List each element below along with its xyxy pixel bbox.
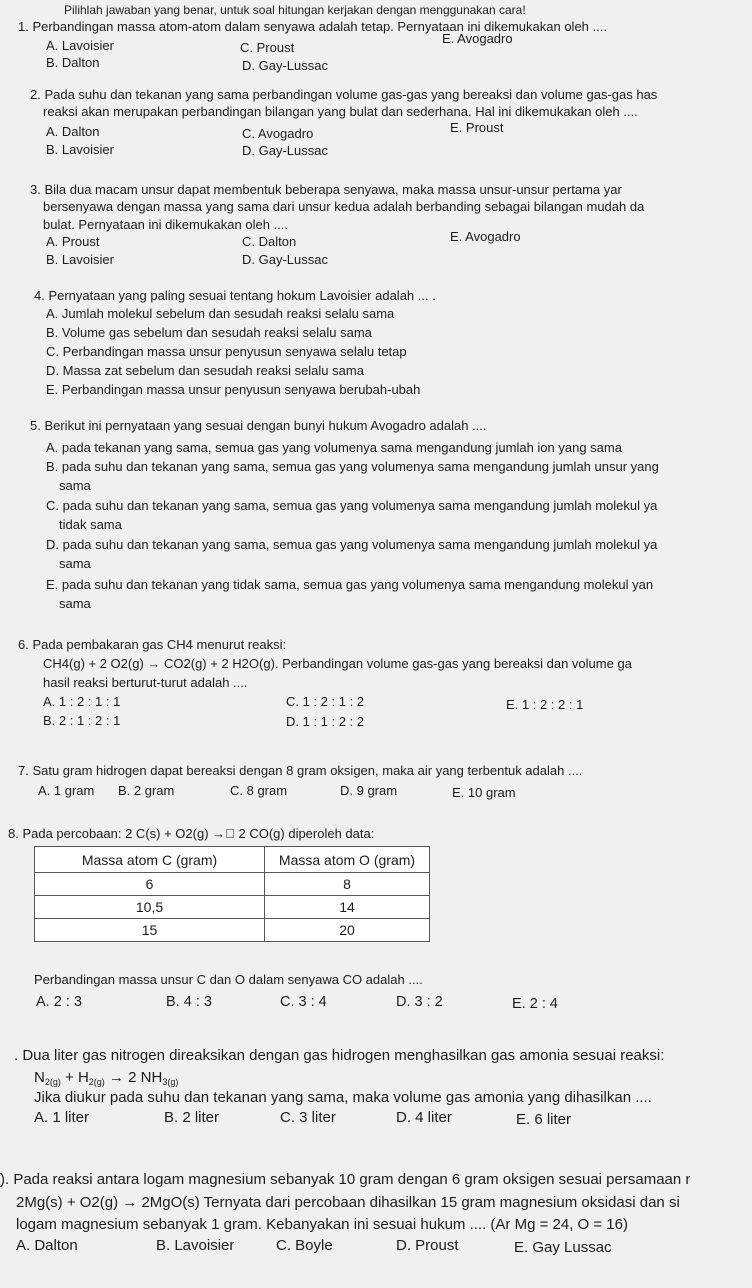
question-2-line1: 2. Pada suhu dan tekanan yang sama perbandingan volume gas-gas yang bereaksi dan volume gas-gas has [30, 87, 658, 102]
option-3c: C. Dalton [242, 234, 297, 249]
option-3d: D. Gay-Lussac [242, 252, 328, 267]
option-8b: B. 4 : 3 [166, 994, 212, 1010]
option-6a: A. 1 : 2 : 1 : 1 [43, 694, 121, 709]
table-cell: 10,5 [35, 896, 265, 919]
option-7d: D. 9 gram [340, 783, 398, 798]
table-row [35, 919, 430, 942]
option-3e: E. Avogadro [450, 229, 521, 244]
data-table [34, 846, 430, 942]
option-7a: A. 1 gram [38, 783, 95, 798]
question-10-line2: 2Mg(s) + O2(g) → 2MgO(s) Ternyata dari percobaan dihasilkan 15 gram magnesium oksidasi dan si [16, 1194, 680, 1211]
option-5a: A. pada tekanan yang sama, semua gas yang volumenya sama mengandung jumlah ion yang sama [46, 440, 622, 455]
option-10a: A. Dalton [16, 1237, 78, 1254]
option-7c: C. 8 gram [230, 783, 288, 798]
option-8e: E. 2 : 4 [512, 996, 558, 1012]
option-4d: D. Massa zat sebelum dan sesudah reaksi selalu sama [46, 363, 364, 378]
option-10b: B. Lavoisier [156, 1237, 235, 1254]
table-row [35, 896, 430, 919]
question-2-line2: reaksi akan merupakan perbandingan bilangan yang bulat dan sederhana. Hal ini dikemukakan oleh .... [43, 104, 638, 119]
option-2d: D. Gay-Lussac [242, 143, 328, 158]
table-header-c: Massa atom C (gram) [35, 847, 265, 873]
option-1c: C. Proust [240, 40, 295, 55]
option-5d-line2: sama [59, 556, 91, 571]
option-9c: C. 3 liter [280, 1109, 336, 1126]
option-2b: B. Lavoisier [46, 142, 114, 157]
option-6b: B. 2 : 1 : 2 : 1 [43, 713, 121, 728]
option-9b: B. 2 liter [164, 1109, 220, 1126]
option-4c: C. Perbandingan massa unsur penyusun senyawa selalu tetap [46, 344, 407, 359]
table-header-row [35, 847, 430, 873]
question-3-line3: bulat. Pernyataan ini dikemukakan oleh .... [43, 217, 288, 232]
option-1b: B. Dalton [46, 55, 100, 70]
option-1d: D. Gay-Lussac [242, 58, 328, 73]
instructions: Pilihlah jawaban yang benar, untuk soal hitungan kerjakan dengan menggunakan cara! [64, 3, 526, 17]
option-9a: A. 1 liter [34, 1109, 90, 1126]
table-cell: 6 [35, 873, 265, 896]
option-5b-line1: B. pada suhu dan tekanan yang sama, semua gas yang volumenya sama mengandung jumlah unsur yang [46, 459, 659, 474]
option-3b: B. Lavoisier [46, 252, 114, 267]
question-10-line1: ). Pada reaksi antara logam magnesium sebanyak 10 gram dengan 6 gram oksigen sesuai persamaan r [0, 1171, 691, 1188]
question-9-stem: . Dua liter gas nitrogen direaksikan dengan gas hidrogen menghasilkan gas amonia sesuai reaksi: [14, 1047, 665, 1064]
option-4a: A. Jumlah molekul sebelum dan sesudah reaksi selalu sama [46, 306, 395, 321]
option-7b: B. 2 gram [118, 783, 175, 798]
question-6-line1: 6. Pada pembakaran gas CH4 menurut reaksi: [18, 637, 287, 652]
question-3-line2: bersenyawa dengan massa yang sama dari unsur kedua adalah berbanding sebagai bilangan mudah da [43, 199, 645, 214]
question-3-line1: 3. Bila dua macam unsur dapat membentuk beberapa senyawa, maka massa unsur-unsur pertama yar [30, 182, 622, 197]
option-10e: E. Gay Lussac [514, 1239, 612, 1256]
table-header-o: Massa atom O (gram) [265, 847, 430, 873]
table-cell: 15 [35, 919, 265, 942]
option-6c: C. 1 : 2 : 1 : 2 [286, 694, 365, 709]
option-1e: E. Avogadro [442, 31, 513, 46]
question-6-line2: CH4(g) + 2 O2(g) → CO2(g) + 2 H2O(g). Perbandingan volume gas-gas yang bereaksi dan volume ga [43, 656, 632, 671]
option-9d: D. 4 liter [396, 1109, 452, 1126]
question-6-line3: hasil reaksi berturut-turut adalah .... [43, 675, 248, 690]
question-8-stem: 8. Pada percobaan: 2 C(s) + O2(g) →⃞ 2 CO(g) diperoleh data: [8, 826, 375, 841]
option-9e: E. 6 liter [516, 1111, 572, 1128]
table-cell: 14 [265, 896, 430, 919]
question-10-line3: logam magnesium sebanyak 1 gram. Kebanyakan ini sesuai hukum .... (Ar Mg = 24, O = 16) [16, 1216, 628, 1233]
option-8c: C. 3 : 4 [280, 994, 327, 1010]
option-5d-line1: D. pada suhu dan tekanan yang sama, semua gas yang volumenya sama mengandung jumlah molekul ya [46, 537, 658, 552]
question-9-line3: Jika diukur pada suhu dan tekanan yang sama, maka volume gas amonia yang dihasilkan .... [34, 1089, 652, 1106]
option-4e: E. Perbandingan massa unsur penyusun senyawa berubah-ubah [46, 382, 421, 397]
question-8-question: Perbandingan massa unsur C dan O dalam senyawa CO adalah .... [34, 972, 423, 987]
option-2a: A. Dalton [46, 124, 100, 139]
option-6e: E. 1 : 2 : 2 : 1 [506, 697, 584, 712]
option-7e: E. 10 gram [452, 785, 516, 800]
option-1a: A. Lavoisier [46, 38, 114, 53]
table-cell: 20 [265, 919, 430, 942]
question-1-stem: 1. Perbandingan massa atom-atom dalam senyawa adalah tetap. Pernyataan ini dikemukakan oleh .... [18, 19, 607, 34]
option-2c: C. Avogadro [242, 126, 314, 141]
option-5c-line1: C. pada suhu dan tekanan yang sama, semua gas yang volumenya sama mengandung jumlah molekul ya [46, 498, 658, 513]
option-8d: D. 3 : 2 [396, 994, 443, 1010]
option-5e-line1: E. pada suhu dan tekanan yang tidak sama, semua gas yang volumenya sama mengandung molekul yan [46, 577, 654, 592]
question-5-stem: 5. Berikut ini pernyataan yang sesuai dengan bunyi hukum Avogadro adalah .... [30, 418, 487, 433]
question-4-stem: 4. Pernyataan yang paling sesuai tentang hokum Lavoisier adalah ... . [34, 288, 436, 303]
option-5e-line2: sama [59, 596, 91, 611]
table-row [35, 873, 430, 896]
table-cell: 8 [265, 873, 430, 896]
option-8a: A. 2 : 3 [36, 994, 82, 1010]
question-7-stem: 7. Satu gram hidrogen dapat bereaksi dengan 8 gram oksigen, maka air yang terbentuk adalah .... [18, 763, 583, 778]
option-3a: A. Proust [46, 234, 100, 249]
option-10d: D. Proust [396, 1237, 459, 1254]
option-2e: E. Proust [450, 120, 504, 135]
option-5b-line2: sama [59, 478, 91, 493]
option-5c-line2: tidak sama [59, 517, 122, 532]
question-9-equation: $N_{2(g)} + H_{2(g)} \to 2$ $NH_{3(g)}$ [34, 1069, 179, 1087]
option-4b: B. Volume gas sebelum dan sesudah reaksi selalu sama [46, 325, 372, 340]
option-6d: D. 1 : 1 : 2 : 2 [286, 714, 365, 729]
option-10c: C. Boyle [276, 1237, 333, 1254]
